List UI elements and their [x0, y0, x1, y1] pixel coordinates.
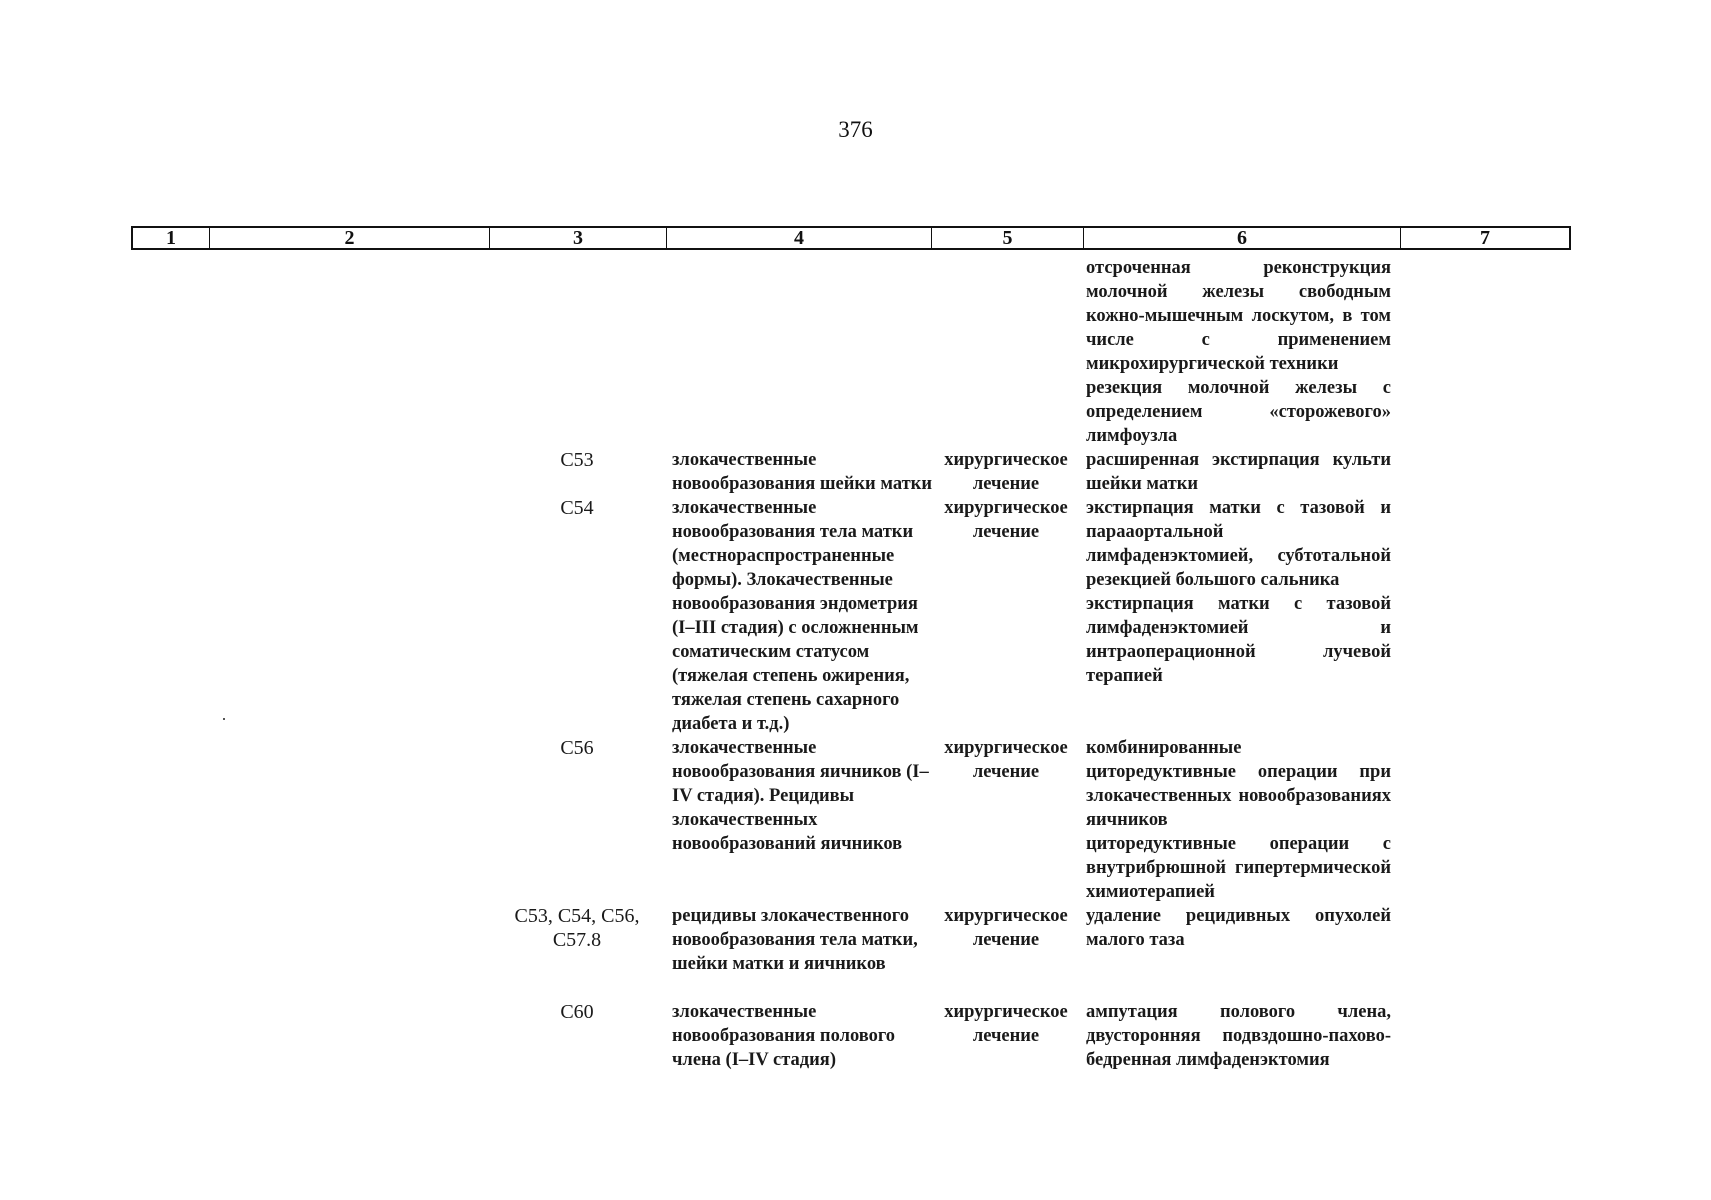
treatment-type-cell: хирургическое лечение: [944, 738, 1068, 782]
page-number: 376: [838, 117, 873, 142]
column-7-header: 7: [1480, 227, 1490, 249]
column-2-header: 2: [210, 228, 490, 248]
treatment-method: экстирпация матки с тазовой и парааортальной лимфаденэктомией, субтотальной резекцией большого сальника: [1086, 498, 1391, 590]
table-column-header: [131, 226, 1571, 250]
treatment-method: ампутация полового члена, двусторонняя подвздошно-пахово-бедренная лимфаденэктомия: [1086, 1002, 1391, 1070]
treatment-method: циторедуктивные операции с внутрибрюшной гипертермической химиотерапией: [1086, 834, 1391, 902]
icd-code-cell: C56: [560, 737, 594, 759]
treatment-methods-cell: [1086, 496, 1391, 688]
treatment-method: отсроченная реконструкция молочной железы свободным кожно-мышечным лоскутом, в том числе с применением микрохирургической техники: [1086, 258, 1391, 374]
treatment-methods-cell: [1086, 904, 1391, 952]
diagnosis-cell: злокачественные новообразования шейки матки: [672, 450, 932, 494]
diagnosis-cell: злокачественные новообразования тела матки (местнораспространенные формы). Злокачественные новообразования эндометрия (I–III стадия) с осложненным соматическим статусом (тяжелая степень ожирения, тяжелая степень сахарного диабета и т.д.): [672, 498, 919, 734]
column-5-header: 5: [932, 228, 1084, 248]
treatment-type-cell: хирургическое лечение: [944, 450, 1068, 494]
treatment-method: расширенная экстирпация культи шейки матки: [1086, 450, 1391, 494]
scan-speck: [223, 718, 225, 720]
icd-code-cell: C54: [560, 497, 594, 519]
treatment-type-cell: хирургическое лечение: [944, 1002, 1068, 1046]
treatment-type-cell: хирургическое лечение: [944, 906, 1068, 950]
icd-code-cell: C53, C54, C56, C57.8: [514, 905, 640, 951]
treatment-method: удаление рецидивных опухолей малого таза: [1086, 906, 1391, 950]
column-6-header: 6: [1084, 228, 1401, 248]
treatment-methods-cell: [1086, 256, 1391, 448]
diagnosis-cell: рецидивы злокачественного новообразования тела матки, шейки матки и яичников: [672, 906, 918, 974]
treatment-method: экстирпация матки с тазовой лимфаденэктомией и интраоперационной лучевой терапией: [1086, 594, 1391, 686]
diagnosis-cell: злокачественные новообразования яичников (I–IV стадия). Рецидивы злокачественных новообразований яичников: [672, 738, 929, 854]
diagnosis-cell: злокачественные новообразования полового члена (I–IV стадия): [672, 1002, 896, 1070]
column-3-header: 3: [490, 228, 667, 248]
icd-code-cell: C60: [560, 1001, 594, 1023]
treatment-type-cell: хирургическое лечение: [944, 498, 1068, 542]
treatment-methods-cell: [1086, 736, 1391, 904]
treatment-methods-cell: [1086, 1000, 1391, 1072]
column-4-header: 4: [667, 228, 932, 248]
treatment-method: комбинированные циторедуктивные операции при злокачественных новообразованиях яичников: [1086, 738, 1391, 830]
column-1-header: 1: [133, 228, 210, 248]
icd-code-cell: C53: [560, 449, 594, 471]
treatment-methods-cell: [1086, 448, 1391, 496]
treatment-method: резекция молочной железы с определением «сторожевого» лимфоузла: [1086, 378, 1391, 446]
